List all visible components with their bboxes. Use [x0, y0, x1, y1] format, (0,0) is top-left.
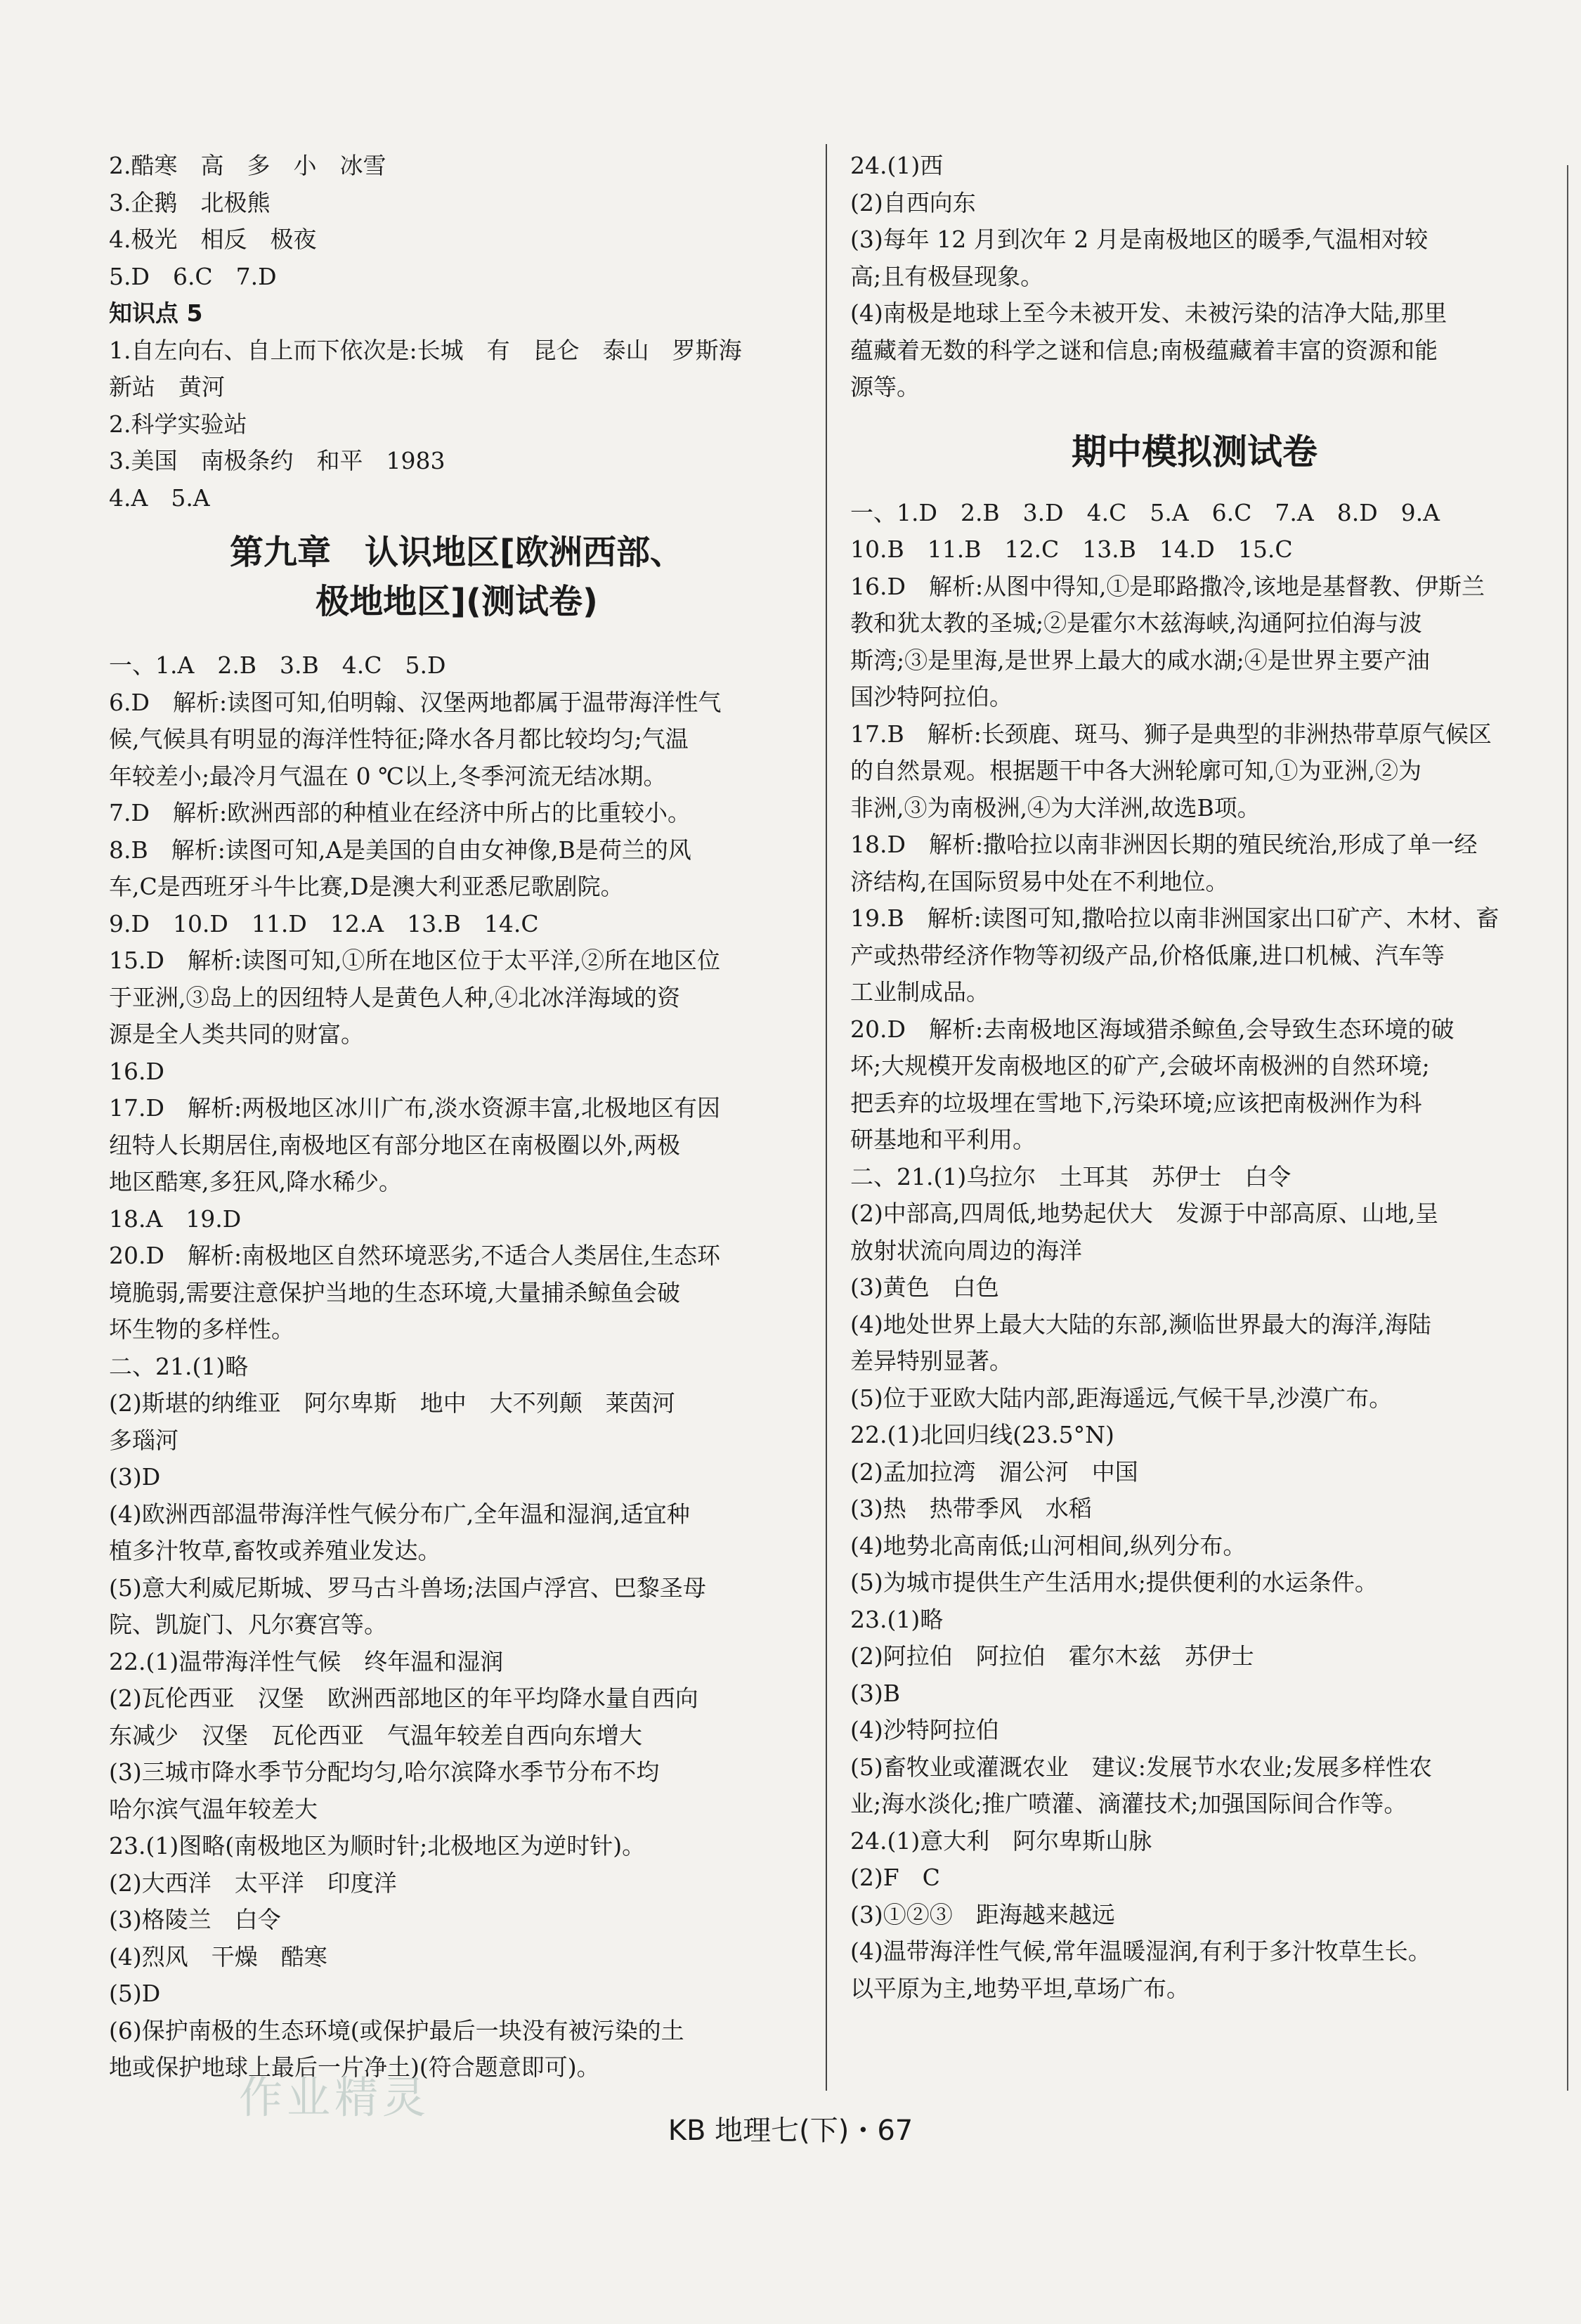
- answer-line: 18.D 解析:撒哈拉以南非洲因长期的殖民统治,形成了单一经: [850, 831, 1478, 858]
- answer-line: 5.D 6.C 7.D: [109, 262, 277, 290]
- answer-line: 19.B 解析:读图可知,撒哈拉以南非洲国家出口矿产、木材、畜: [850, 904, 1499, 932]
- page-footer: KB 地理七(下)・67: [668, 2115, 913, 2147]
- answer-line: 17.D 解析:两极地区冰川广布,淡水资源丰富,北极地区有因: [109, 1094, 721, 1122]
- answer-line: (3)格陵兰 白令: [109, 1906, 281, 1933]
- answer-line: 22.(1)温带海洋性气候 终年温和湿润: [109, 1647, 504, 1675]
- answer-line: 年较差小;最冷月气温在 0 ℃以上,冬季河流无结冰期。: [109, 762, 667, 790]
- answer-line: (3)黄色 白色: [850, 1273, 999, 1301]
- answer-line: (2)孟加拉湾 湄公河 中国: [850, 1458, 1138, 1486]
- answer-line: (5)D: [109, 1980, 161, 2007]
- answer-line: 3.美国 南极条约 和平 1983: [109, 447, 445, 474]
- chapter-title-line2: 极地地区](测试卷): [315, 582, 598, 621]
- left-column: [109, 148, 805, 2086]
- answer-line: (2)斯堪的纳维亚 阿尔卑斯 地中 大不列颠 莱茵河: [109, 1389, 675, 1417]
- answer-line: 的自然景观。根据题干中各大洲轮廓可知,①为亚洲,②为: [850, 757, 1421, 784]
- answer-line: (2)自西向东: [850, 188, 976, 216]
- answer-line: (2)阿拉伯 阿拉伯 霍尔木兹 苏伊士: [850, 1642, 1254, 1670]
- answer-line: 24.(1)西: [850, 152, 944, 179]
- answer-line: (4)温带海洋性气候,常年温暖湿润,有利于多汁牧草生长。: [850, 1937, 1431, 1965]
- answer-line: (3)①②③ 距海越来越远: [850, 1900, 1115, 1928]
- answer-line: 多瑙河: [109, 1426, 178, 1454]
- answer-line: 新站 黄河: [109, 373, 225, 401]
- answer-line: 教和犹太教的圣城;②是霍尔木兹海峡,沟通阿拉伯海与波: [850, 609, 1422, 637]
- answer-line: 非洲,③为南极洲,④为大洋洲,故选B项。: [850, 793, 1261, 822]
- answer-line: 工业制成品。: [850, 978, 989, 1006]
- answer-line: (4)地势北高南低;山河相间,纵列分布。: [850, 1531, 1247, 1559]
- answer-line: 哈尔滨气温年较差大: [109, 1795, 318, 1823]
- answer-line: 坏;大规模开发南极地区的矿产,会破坏南极洲的自然环境;: [850, 1052, 1430, 1079]
- answer-line: 17.B 解析:长颈鹿、斑马、狮子是典型的非洲热带草原气候区: [850, 720, 1492, 748]
- section-title: 期中模拟测试卷: [1072, 431, 1318, 472]
- answer-line: (2)瓦伦西亚 汉堡 欧洲西部地区的年平均降水量自西向: [109, 1684, 698, 1712]
- watermark-text: 作业精灵: [239, 2072, 431, 2123]
- answer-line: (3)热 热带季风 水稻: [850, 1495, 1092, 1522]
- answer-line: 一、1.D 2.B 3.D 4.C 5.A 6.C 7.A 8.D 9.A: [850, 498, 1440, 526]
- answer-line: 20.D 解析:南极地区自然环境恶劣,不适合人类居住,生态环: [109, 1242, 721, 1269]
- answer-line: 济结构,在国际贸易中处在不利地位。: [850, 867, 1229, 895]
- answer-line: 斯湾;③是里海,是世界上最大的咸水湖;④是世界主要产油: [850, 646, 1430, 674]
- answer-line: 24.(1)意大利 阿尔卑斯山脉: [850, 1826, 1152, 1855]
- answer-line: (3)B: [850, 1679, 900, 1707]
- answer-line: 国沙特阿拉伯。: [850, 683, 1013, 710]
- answer-line: 4.极光 相反 极夜: [109, 226, 317, 253]
- answer-line: 源是全人类共同的财富。: [109, 1020, 364, 1048]
- answer-line: 22.(1)北回归线(23.5°N): [850, 1421, 1114, 1448]
- answer-line: 业;海水淡化;推广喷灌、滴灌技术;加强国际间合作等。: [850, 1790, 1407, 1817]
- answer-line: (3)三城市降水季节分配均匀,哈尔滨降水季节分布不均: [109, 1758, 660, 1786]
- answer-line: (3)D: [109, 1463, 161, 1491]
- answer-line: (2)中部高,四周低,地势起伏大 发源于中部高原、山地,呈: [850, 1200, 1439, 1227]
- answer-line: 7.D 解析:欧洲西部的种植业在经济中所占的比重较小。: [109, 799, 691, 826]
- answer-line: 纽特人长期居住,南极地区有部分地区在南极圈以外,两极: [109, 1131, 680, 1159]
- answer-line: 把丢弃的垃圾埋在雪地下,污染环境;应该把南极洲作为科: [850, 1089, 1422, 1117]
- answer-line: 坏生物的多样性。: [109, 1316, 294, 1343]
- answer-line: 2.酷寒 高 多 小 冰雪: [109, 152, 386, 179]
- answer-line: 产或热带经济作物等初级产品,价格低廉,进口机械、汽车等: [850, 941, 1445, 969]
- answer-line: 23.(1)图略(南极地区为顺时针;北极地区为逆时针)。: [109, 1832, 646, 1859]
- answer-line: 于亚洲,③岛上的因纽特人是黄色人种,④北冰洋海域的资: [109, 983, 680, 1011]
- answer-line: (3)每年 12 月到次年 2 月是南极地区的暖季,气温相对较: [850, 226, 1429, 253]
- answer-line: 1.自左向右、自上而下依次是:长城 有 昆仑 泰山 罗斯海: [109, 336, 742, 364]
- answer-line: (5)畜牧业或灌溉农业 建议:发展节水农业;发展多样性农: [850, 1753, 1432, 1781]
- answer-line: 车,C是西班牙斗牛比赛,D是澳大利亚悉尼歌剧院。: [109, 873, 624, 900]
- answer-line: 6.D 解析:读图可知,伯明翰、汉堡两地都属于温带海洋性气: [109, 688, 722, 716]
- answer-line: (5)位于亚欧大陆内部,距海遥远,气候干旱,沙漠广布。: [850, 1384, 1393, 1412]
- answer-line: (4)沙特阿拉伯: [850, 1716, 999, 1744]
- answer-line: 2.科学实验站: [109, 410, 247, 438]
- answer-line: 一、1.A 2.B 3.B 4.C 5.D: [109, 651, 446, 679]
- answer-line: 9.D 10.D 11.D 12.A 13.B 14.C: [109, 909, 539, 937]
- answer-line: (6)保护南极的生态环境(或保护最后一块没有被污染的土: [109, 2016, 684, 2044]
- right-margin-rule: [1567, 165, 1568, 2091]
- answer-line: 10.B 11.B 12.C 13.B 14.D 15.C: [850, 535, 1293, 563]
- answer-line: (5)为城市提供生产生活用水;提供便利的水运条件。: [850, 1569, 1378, 1596]
- answer-line: 20.D 解析:去南极地区海域猎杀鲸鱼,会导致生态环境的破: [850, 1015, 1455, 1043]
- chapter-title: 第九章 认识地区[欧洲西部、: [230, 533, 684, 572]
- answer-line: 16.D 解析:从图中得知,①是耶路撒冷,该地是基督教、伊斯兰: [850, 572, 1485, 600]
- answer-line: (4)南极是地球上至今未被开发、未被污染的洁净大陆,那里: [850, 299, 1447, 327]
- answer-line: 二、21.(1)乌拉尔 土耳其 苏伊士 白令: [850, 1162, 1292, 1190]
- answer-line: 源等。: [850, 373, 920, 401]
- answer-line: 院、凯旋门、凡尔赛宫等。: [109, 1611, 387, 1638]
- answer-line: 18.A 19.D: [109, 1205, 242, 1233]
- answer-line: 蕴藏着无数的科学之谜和信息;南极蕴藏着丰富的资源和能: [850, 336, 1438, 364]
- answer-line: 放射状流向周边的海洋: [850, 1236, 1082, 1264]
- answer-line: 候,气候具有明显的海洋性特征;降水各月都比较均匀;气温: [109, 725, 689, 753]
- answer-line: 东减少 汉堡 瓦伦西亚 气温年较差自西向东增大: [109, 1721, 642, 1749]
- answer-line: 23.(1)略: [850, 1605, 944, 1633]
- answer-line: 8.B 解析:读图可知,A是美国的自由女神像,B是荷兰的风: [109, 836, 691, 864]
- right-column: [850, 148, 1539, 2007]
- answer-line: 地区酷寒,多狂风,降水稀少。: [109, 1168, 402, 1195]
- answer-line: 差异特别显著。: [850, 1347, 1013, 1375]
- answer-line: 以平原为主,地势平坦,草场广布。: [850, 1974, 1190, 2002]
- answer-line: (2)F C: [850, 1864, 940, 1891]
- answer-line: (4)烈风 干燥 酷寒: [109, 1942, 327, 1971]
- section-heading: 知识点 5: [109, 299, 203, 327]
- answer-line: 境脆弱,需要注意保护当地的生态环境,大量捕杀鲸鱼会破: [109, 1278, 680, 1306]
- answer-line: 3.企鹅 北极熊: [109, 188, 271, 216]
- answer-line: 16.D: [109, 1057, 164, 1085]
- answer-line: 二、21.(1)略: [109, 1352, 249, 1380]
- answer-line: 地或保护地球上最后一片净土)(符合题意即可)。: [109, 2053, 600, 2081]
- answer-line: 高;且有极昼现象。: [850, 262, 1044, 290]
- answer-line: (5)意大利威尼斯城、罗马古斗兽场;法国卢浮宫、巴黎圣母: [109, 1573, 706, 1602]
- answer-line: 4.A 5.A: [109, 483, 210, 512]
- answer-line: 15.D 解析:读图可知,①所在地区位于太平洋,②所在地区位: [109, 947, 721, 974]
- answer-line: (4)欧洲西部温带海洋性气候分布广,全年温和湿润,适宜种: [109, 1500, 690, 1528]
- answer-line: (4)地处世界上最大大陆的东部,濒临世界最大的海洋,海陆: [850, 1310, 1431, 1338]
- column-divider: [826, 144, 827, 2091]
- answer-line: 研基地和平利用。: [850, 1126, 1036, 1153]
- answer-line: 植多汁牧草,畜牧或养殖业发达。: [109, 1537, 441, 1564]
- answer-line: (2)大西洋 太平洋 印度洋: [109, 1869, 397, 1897]
